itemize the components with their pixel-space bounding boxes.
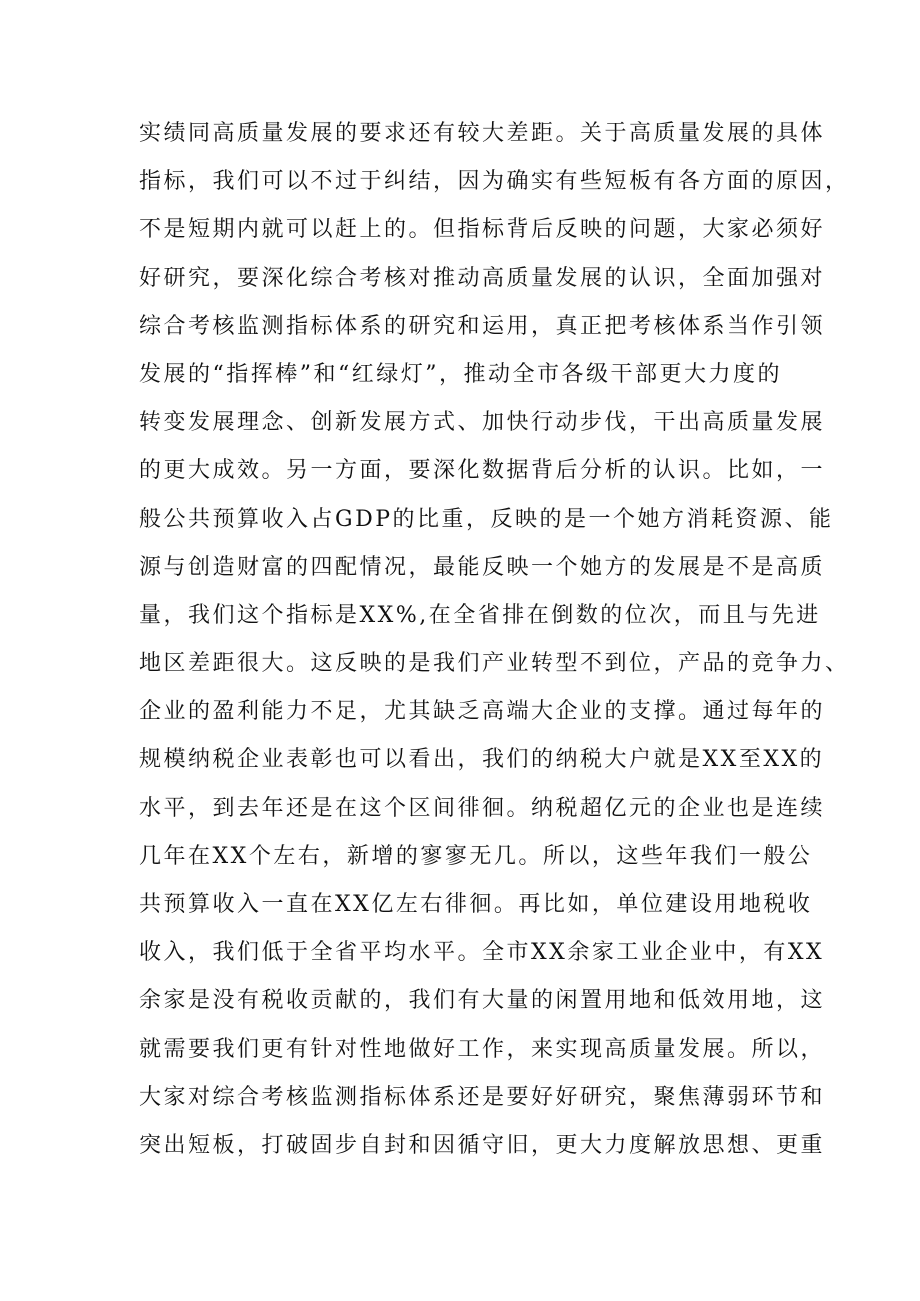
text-line: 规模纳税企业表彰也可以看出，我们的纳税大户就是XX至XX的 <box>139 747 825 773</box>
text-line: 好研究，要深化综合考核对推动高质量发展的认识，全面加强对 <box>139 265 826 291</box>
text-line: 源与创造财富的四配情况，最能反映一个她方的发展是不是高质 <box>139 554 826 580</box>
body-text <box>139 110 850 1170</box>
text-line: 水平，到去年还是在这个区间徘徊。纳税超亿元的企业也是连续 <box>139 795 826 821</box>
text-line: 量，我们这个指标是XX%,在全省排在倒数的位次，而且与先进 <box>139 602 821 628</box>
text-line: 的更大成效。另一方面，要深化数据背后分析的认识。比如，一 <box>139 458 826 484</box>
text-line: 大家对综合考核监测指标体系还是要好好研究，聚焦薄弱环节和 <box>139 1084 826 1110</box>
text-line: 收入，我们低于全省平均水平。全市XX余家工业企业中，有XX <box>139 940 825 966</box>
text-line: 发展的“指挥棒”和“红绿灯”，推动全市各级干部更大力度的 <box>139 361 782 387</box>
text-line: 几年在XX个左右，新增的寥寥无几。所以，这些年我们一般公 <box>139 843 813 869</box>
text-line: 般公共预算收入占GDP的比重，反映的是一个她方消耗资源、能 <box>139 506 834 532</box>
text-line: 企业的盈利能力不足，尤其缺乏高端大企业的支撑。通过每年的 <box>139 699 826 725</box>
text-line: 就需要我们更有针对性地做好工作，来实现高质量发展。所以， <box>139 1036 826 1062</box>
text-line: 指标，我们可以不过于纠结，因为确实有些短板有各方面的原因， <box>139 169 850 195</box>
text-line: 突出短板，打破固步自封和因循守旧，更大力度解放思想、更重 <box>139 1132 826 1158</box>
text-line: 余家是没有税收贡献的，我们有大量的闲置用地和低效用地，这 <box>139 988 826 1014</box>
text-line: 转变发展理念、创新发展方式、加快行动步伐，干出高质量发展 <box>139 410 826 436</box>
text-line: 实绩同高质量发展的要求还有较大差距。关于高质量发展的具体 <box>139 121 826 146</box>
text-line: 综合考核监测指标体系的研究和运用，真正把考核体系当作引领 <box>139 313 826 339</box>
text-line: 地区差距很大。这反映的是我们产业转型不到位，产品的竞争力、 <box>139 651 850 677</box>
text-line: 不是短期内就可以赶上的。但指标背后反映的问题，大家必须好 <box>139 217 826 243</box>
text-line: 共预算收入一直在XX亿左右徘徊。再比如，单位建设用地税收 <box>139 892 813 917</box>
